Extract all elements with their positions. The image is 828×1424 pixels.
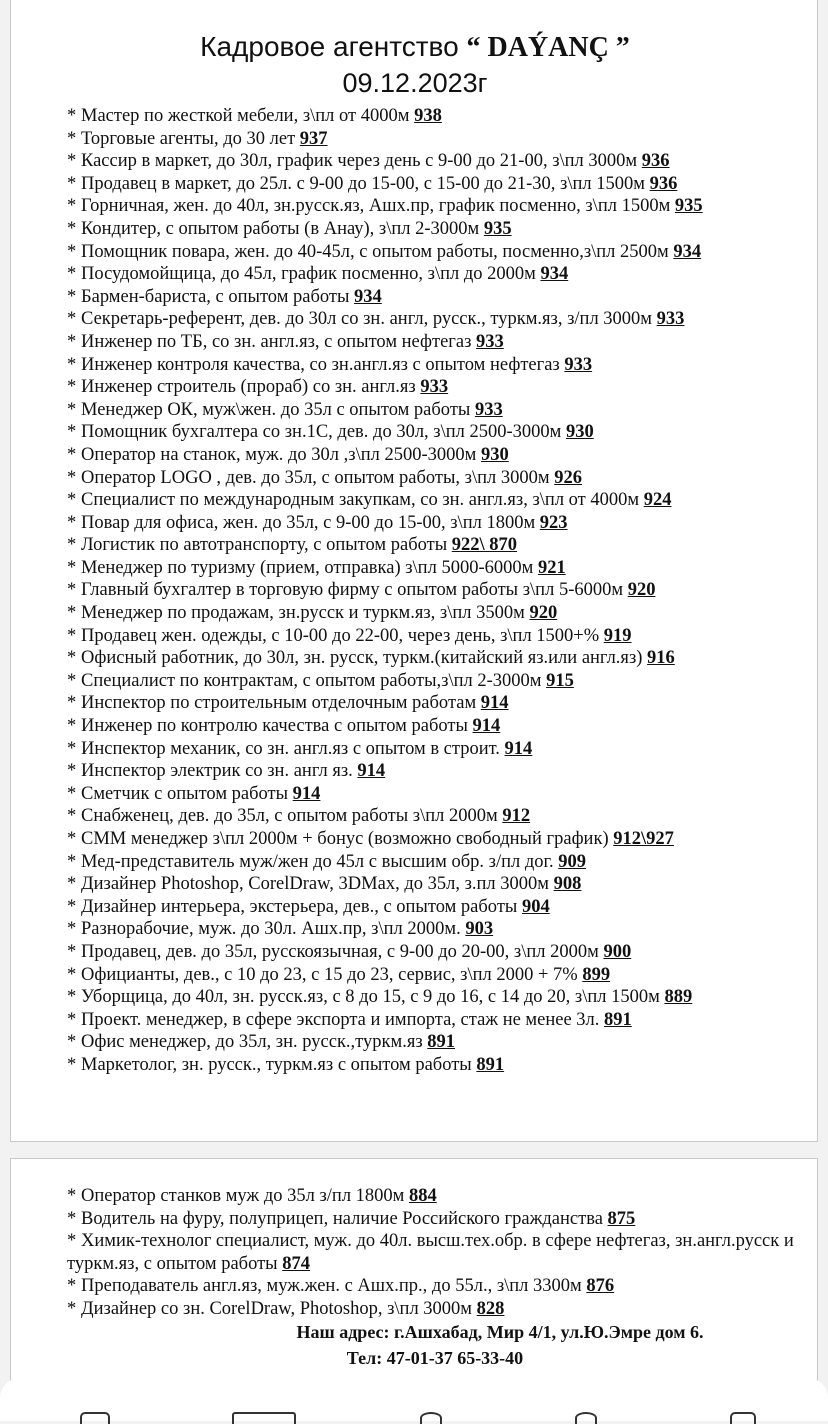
job-text: Оператор на станок, муж. до 30л ,з\пл 2500-3000м	[81, 444, 477, 465]
job-text: Горничная, жен. до 40л, зн.русск.яз, Ашх.пр, график посменно, з\пл 1500м	[81, 196, 671, 217]
job-text: Снабженец, дев. до 35л, с опытом работы з\пл 2000м	[81, 806, 498, 827]
job-item	[67, 557, 812, 580]
job-item	[67, 1230, 812, 1275]
job-item	[67, 873, 812, 896]
job-item	[67, 986, 812, 1009]
bullet-star: *	[67, 173, 77, 194]
phones: Тел: 47-01-37 65-33-40	[346, 1348, 524, 1368]
job-item	[67, 1031, 812, 1054]
job-number: 919	[603, 625, 632, 646]
job-text: Мастер по жесткой мебели, з\пл от 4000м	[81, 106, 410, 126]
bullet-star: *	[67, 309, 77, 330]
job-item	[67, 738, 812, 761]
job-item	[67, 150, 812, 173]
job-text: Инспектор по строительным отделочным работам	[81, 693, 477, 714]
job-number: 903	[465, 919, 494, 940]
bullet-star: *	[67, 625, 77, 646]
job-text: Менеджер по туризму (прием, отправка) з\пл 5000-6000м	[81, 557, 534, 578]
bullet-star: *	[67, 851, 77, 872]
bullet-star: *	[67, 218, 77, 239]
job-item	[67, 1208, 812, 1231]
job-number: 876	[586, 1276, 615, 1297]
job-text: Специалист по контрактам, с опытом работы,з\пл 2-3000м	[81, 670, 542, 691]
bullet-star: *	[67, 128, 77, 149]
job-text: Оператор станков муж до 35л з/пл 1800м	[81, 1186, 405, 1206]
vacancy-page-continued	[10, 1158, 818, 1388]
bullet-star: *	[67, 557, 77, 578]
job-text: Дизайнер Photoshop, CorelDraw, 3DMax, до 35л, з.пл 3000м	[81, 874, 549, 895]
bullet-star: *	[67, 1032, 77, 1053]
job-number: 922\ 870	[451, 535, 518, 556]
job-number: 874	[282, 1253, 310, 1274]
job-item	[67, 421, 812, 444]
job-item	[67, 941, 812, 964]
job-number: 884	[409, 1186, 437, 1206]
job-item	[67, 1009, 812, 1032]
job-text: Инспектор механик, со зн. англ.яз с опытом в строит.	[81, 738, 500, 759]
job-text: Преподаватель англ.яз, муж.жен. с Ашх.пр., до 55л., з\пл 3300м	[81, 1276, 582, 1297]
job-number: 933	[420, 377, 449, 398]
job-item	[67, 399, 812, 422]
job-text: Помощник повара, жен. до 40-45л, с опытом работы, посменно,з\пл 2500м	[81, 241, 669, 262]
favorite-icon[interactable]	[420, 1412, 442, 1424]
bullet-star: *	[67, 603, 77, 624]
job-text: Оператор LOGO , дев. до 35л, с опытом работы, з\пл 3000м	[81, 467, 550, 488]
job-text: Инспектор электрик со зн. англ яз.	[81, 761, 353, 782]
job-item	[67, 647, 812, 670]
job-item	[67, 828, 812, 851]
bullet-star: *	[67, 1009, 77, 1030]
bullet-star: *	[67, 354, 77, 375]
job-text: Водитель на фуру, полуприцеп, наличие Российского гражданства	[81, 1208, 603, 1229]
job-item	[67, 263, 812, 286]
bullet-star: *	[67, 987, 77, 1008]
job-item	[67, 128, 812, 151]
job-text: Продавец, дев. до 35л, русскоязычная, с 9-00 до 20-00, з\пл 2000м	[81, 941, 599, 962]
job-number: 937	[299, 128, 328, 149]
job-number: 909	[558, 851, 587, 872]
job-text: Логистик по автотранспорту, с опытом работы	[81, 535, 448, 556]
bullet-star: *	[67, 580, 77, 601]
bullet-star: *	[67, 264, 77, 285]
address: Наш адрес: г.Ашхабад, Мир 4/1, ул.Ю.Эмре дом 6.	[296, 1322, 704, 1342]
job-text: Повар для офиса, жен. до 35л, с 9-00 до 15-00, з\пл 1800м	[81, 512, 536, 533]
job-number: 914	[504, 738, 533, 759]
bullet-star: *	[67, 467, 77, 488]
bullet-star: *	[67, 1276, 77, 1297]
job-item	[67, 805, 812, 828]
job-item	[67, 579, 812, 602]
job-text: Главный бухгалтер в торговую фирму с опытом работы з\пл 5-6000м	[81, 580, 628, 601]
job-number: 934	[354, 286, 382, 307]
bullet-star: *	[67, 151, 77, 172]
job-text: Специалист по международным закупкам, со зн. англ.яз, з\пл от 4000м	[81, 490, 644, 511]
job-text: Проект. менеджер, в сфере экспорта и импорта, стаж не менее 3л.	[81, 1009, 600, 1030]
job-item	[67, 354, 812, 377]
job-number: 933	[474, 399, 503, 420]
job-text: Химик-технолог специалист, муж. до 40л. высш.тех.обр. в сфере нефтегаз, зн.англ.русск и туркм.яз, с опытом работы	[67, 1231, 794, 1274]
job-item	[67, 1275, 812, 1298]
job-item	[67, 760, 812, 783]
job-number: 914	[292, 783, 321, 804]
bullet-star: *	[67, 716, 77, 737]
delete-icon[interactable]	[730, 1412, 756, 1424]
job-text: Менеджер ОК, муж\жен. до 35л с опытом работы	[81, 399, 471, 420]
vacancy-page	[10, 0, 818, 1142]
bullet-star: *	[67, 399, 77, 420]
bullet-star: *	[67, 941, 77, 962]
job-text: Разнорабочие, муж. до 30л. Ашх.пр, з\пл 2000м.	[81, 919, 461, 940]
job-text: Сметчик с опытом работы	[81, 783, 289, 804]
bullet-star: *	[67, 919, 77, 940]
job-number: 926	[554, 467, 582, 488]
job-item	[67, 1298, 812, 1321]
job-text: Инженер по ТБ, со зн. англ.яз, с опытом нефтегаз	[81, 331, 472, 352]
bullet-star: *	[67, 422, 77, 443]
job-number: 891	[427, 1032, 456, 1053]
job-number: 904	[521, 896, 550, 917]
job-text: Кассир в маркет, до 30л, график через день с 9-00 до 21-00, з\пл 3000м	[81, 151, 638, 172]
job-number: 921	[537, 557, 566, 578]
bullet-star: *	[67, 1298, 77, 1319]
job-text: Посудомойщица, до 45л, график посменно, з\пл до 2000м	[81, 264, 536, 285]
job-item	[67, 783, 812, 806]
job-number: 914	[472, 716, 501, 737]
job-text: Инженер строитель (прораб) со зн. англ.яз	[81, 377, 416, 398]
job-number: 936	[641, 151, 670, 172]
job-item	[67, 918, 812, 941]
job-text: Продавец в маркет, до 25л. с 9-00 до 15-00, с 15-00 до 21-30, з\пл 1500м	[81, 173, 645, 194]
bullet-star: *	[67, 490, 77, 511]
job-number: 935	[674, 196, 703, 217]
job-number: 891	[604, 1009, 632, 1030]
bullet-star: *	[67, 964, 77, 985]
job-number: 828	[476, 1298, 505, 1319]
job-item	[67, 444, 812, 467]
job-text: Инженер контроля качества, со зн.англ.яз с опытом нефтегаз	[81, 354, 560, 375]
bullet-star: *	[67, 1186, 77, 1206]
job-item	[67, 896, 812, 919]
bullet-star: *	[67, 106, 77, 126]
bullet-star: *	[67, 1208, 77, 1229]
job-item	[67, 512, 812, 535]
bullet-star: *	[67, 896, 77, 917]
job-item	[67, 308, 812, 331]
agency-brand: “ DAÝANÇ ”	[466, 32, 630, 63]
job-item	[67, 286, 812, 309]
job-number: 899	[582, 964, 611, 985]
job-text: Официанты, дев., с 10 до 23, с 15 до 23, сервис, з\пл 2000 + 7%	[81, 964, 578, 985]
bullet-star: *	[67, 783, 77, 804]
bullet-star: *	[67, 670, 77, 691]
job-item	[67, 534, 812, 557]
info-icon[interactable]	[575, 1412, 597, 1424]
job-item	[67, 964, 812, 987]
job-item	[67, 625, 812, 648]
bullet-star: *	[67, 738, 77, 759]
bullet-star: *	[67, 377, 77, 398]
share-icon[interactable]	[232, 1412, 296, 1424]
job-item	[67, 195, 812, 218]
job-number: 933	[564, 354, 593, 375]
bullet-star: *	[67, 512, 77, 533]
job-number: 914	[480, 693, 509, 714]
job-text: Дизайнер со зн. CorelDraw, Photoshop, з\пл 3000м	[81, 1298, 477, 1319]
job-text: СММ менеджер з\пл 2000м + бонус (возможно свободный график)	[81, 829, 609, 849]
extra-job-list	[67, 1185, 812, 1321]
bullet-star: *	[67, 806, 77, 827]
job-list	[67, 105, 812, 1077]
bullet-star: *	[67, 648, 77, 669]
bullet-star: *	[67, 1231, 77, 1252]
bullet-star: *	[67, 444, 77, 465]
job-item	[67, 467, 812, 490]
bullet-star: *	[67, 286, 77, 307]
job-number: 923	[539, 512, 568, 533]
job-text: Офисный работник, до 30л, зн. русск, туркм.(китайский яз.или англ.яз)	[81, 648, 643, 669]
job-item	[67, 241, 812, 264]
job-text: Продавец жен. одежды, с 10-00 до 22-00, через день, з\пл 1500+%	[81, 625, 600, 646]
job-item	[67, 376, 812, 399]
job-item	[67, 173, 812, 196]
job-number: 889	[664, 987, 693, 1008]
job-item	[67, 851, 812, 874]
job-text: Помощник бухгалтера со зн.1С, дев. до 30л, з\пл 2500-3000м	[81, 422, 562, 443]
bottom-nav-bar	[0, 1378, 828, 1421]
job-text: Бармен-бариста, с опытом работы	[81, 286, 350, 307]
job-number: 914	[357, 761, 386, 782]
job-number: 915	[546, 670, 574, 691]
job-text: Мед-представитель муж/жен до 45л с высшим обр. з/пл дог.	[81, 851, 554, 872]
job-text: Торговые агенты, до 30 лет	[81, 128, 296, 149]
bullet-star: *	[67, 241, 77, 262]
back-icon[interactable]	[80, 1412, 110, 1424]
page-date: 09.12.2023г	[342, 68, 488, 98]
job-number: 920	[627, 580, 656, 601]
bullet-star: *	[67, 693, 77, 714]
job-item	[67, 670, 812, 693]
job-number: 908	[553, 874, 582, 895]
job-number: 900	[603, 941, 632, 962]
job-item	[67, 218, 812, 241]
bullet-star: *	[67, 196, 77, 217]
bullet-star: *	[67, 829, 77, 849]
job-item	[67, 489, 812, 512]
job-number: 933	[476, 331, 504, 352]
job-item	[67, 1054, 812, 1077]
job-number: 930	[481, 444, 509, 465]
bullet-star: *	[67, 761, 77, 782]
bullet-star: *	[67, 1054, 77, 1075]
job-item	[67, 602, 812, 625]
job-number: 936	[649, 173, 678, 194]
bullet-star: *	[67, 535, 77, 556]
job-text: Уборщица, до 40л, зн. русск.яз, с 8 до 15, с 9 до 16, с 14 до 20, з\пл 1500м	[81, 987, 660, 1008]
job-text: Секретарь-референт, дев. до 30л со зн. англ, русск., туркм.яз, з/пл 3000м	[81, 309, 653, 330]
job-text: Дизайнер интерьера, экстерьера, дев., с опытом работы	[81, 896, 518, 917]
job-item	[67, 105, 812, 128]
job-item	[67, 692, 812, 715]
job-text: Маркетолог, зн. русск., туркм.яз с опытом работы	[81, 1054, 472, 1075]
job-text: Инженер по контролю качества с опытом работы	[81, 716, 468, 737]
bullet-star: *	[67, 874, 77, 895]
job-item	[67, 331, 812, 354]
job-number: 912	[502, 806, 531, 827]
job-number: 934	[673, 241, 702, 262]
job-item	[67, 1185, 812, 1208]
job-number: 912\927	[613, 829, 674, 849]
job-text: Кондитер, с опытом работы (в Анау), з\пл 2-3000м	[81, 218, 480, 239]
job-text: Менеджер по продажам, зн.русск и туркм.яз, з\пл 3500м	[81, 603, 525, 624]
job-number: 935	[483, 218, 512, 239]
bullet-star: *	[67, 331, 77, 352]
job-number: 933	[656, 309, 685, 330]
job-number: 916	[647, 648, 675, 669]
job-number: 924	[643, 490, 672, 511]
job-text: Офис менеджер, до 35л, зн. русск.,туркм.яз	[81, 1032, 423, 1053]
job-number: 891	[476, 1054, 505, 1075]
title-prefix: Кадровое агентство	[200, 31, 459, 62]
job-number: 920	[529, 603, 558, 624]
job-number: 934	[540, 264, 569, 285]
page-title	[11, 30, 819, 65]
job-item	[67, 715, 812, 738]
job-number: 930	[566, 422, 594, 443]
job-number: 875	[607, 1208, 636, 1229]
job-number: 938	[414, 106, 442, 126]
